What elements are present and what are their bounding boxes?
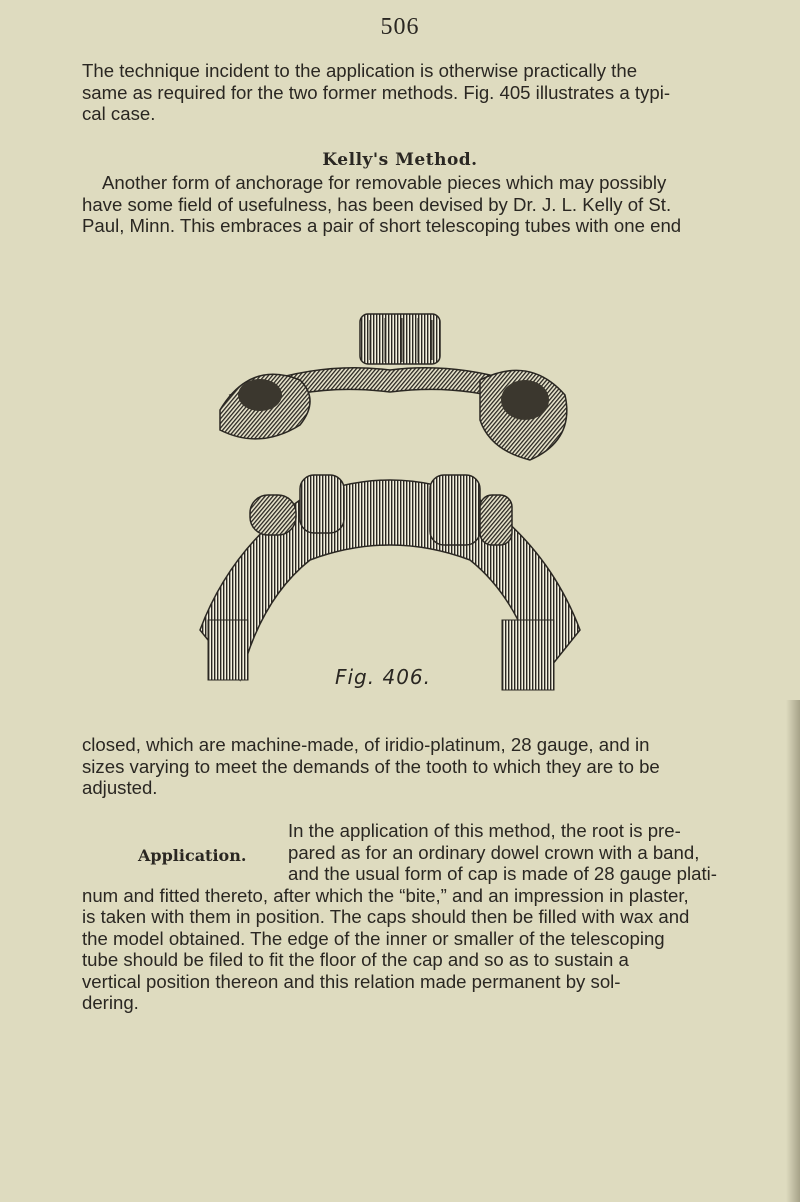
paragraph-2 [82, 172, 722, 237]
figure-drawing [190, 300, 590, 700]
text-line: Another form of anchorage for removable pieces which may possibly [102, 172, 667, 193]
text-line: tube should be filed to fit the floor of the cap and so as to sustain a [82, 949, 629, 970]
paragraph-3 [82, 734, 722, 799]
text-line: In the application of this method, the root is pre- [288, 820, 681, 841]
text-line: dering. [82, 992, 139, 1013]
text-line: vertical position thereon and this relation made permanent by sol- [82, 970, 621, 992]
page-number: 506 [380, 14, 420, 40]
text-line: the model obtained. The edge of the inner or smaller of the telescoping [82, 927, 665, 949]
text-line: is taken with them in position. The caps should then be filled with wax and [82, 906, 690, 927]
text-line: cal case. [82, 103, 156, 124]
text-line: have some field of usefulness, has been devised by Dr. J. L. Kelly of St. [82, 193, 672, 215]
dental-appliance-illustration [190, 300, 590, 700]
text-line: closed, which are machine-made, of iridio-platinum, 28 gauge, and in [82, 734, 650, 755]
figure-caption: Fig. 406. [335, 665, 432, 689]
text-line: pared as for an ordinary dowel crown with a band, [288, 841, 700, 863]
text-line: The technique incident to the application is otherwise practically the [82, 60, 638, 81]
text-line: Paul, Minn. This embraces a pair of short telescoping tubes with one end [82, 215, 682, 236]
section-heading: Kelly's Method. [322, 150, 478, 170]
text-line: sizes varying to meet the demands of the tooth to which they are to be [82, 755, 660, 777]
paragraph-4 [82, 820, 722, 1014]
page-edge-shadow [786, 700, 800, 1202]
paragraph-1 [82, 60, 722, 125]
text-line: num and fitted thereto, after which the “bite,” and an impression in plaster, [82, 884, 689, 906]
text-line: same as required for the two former methods. Fig. 405 illustrates a typi- [82, 81, 671, 103]
text-line: and the usual form of cap is made of 28 gauge plati- [288, 863, 717, 884]
side-note-application: Application. [138, 846, 247, 865]
text-line: adjusted. [82, 777, 158, 798]
